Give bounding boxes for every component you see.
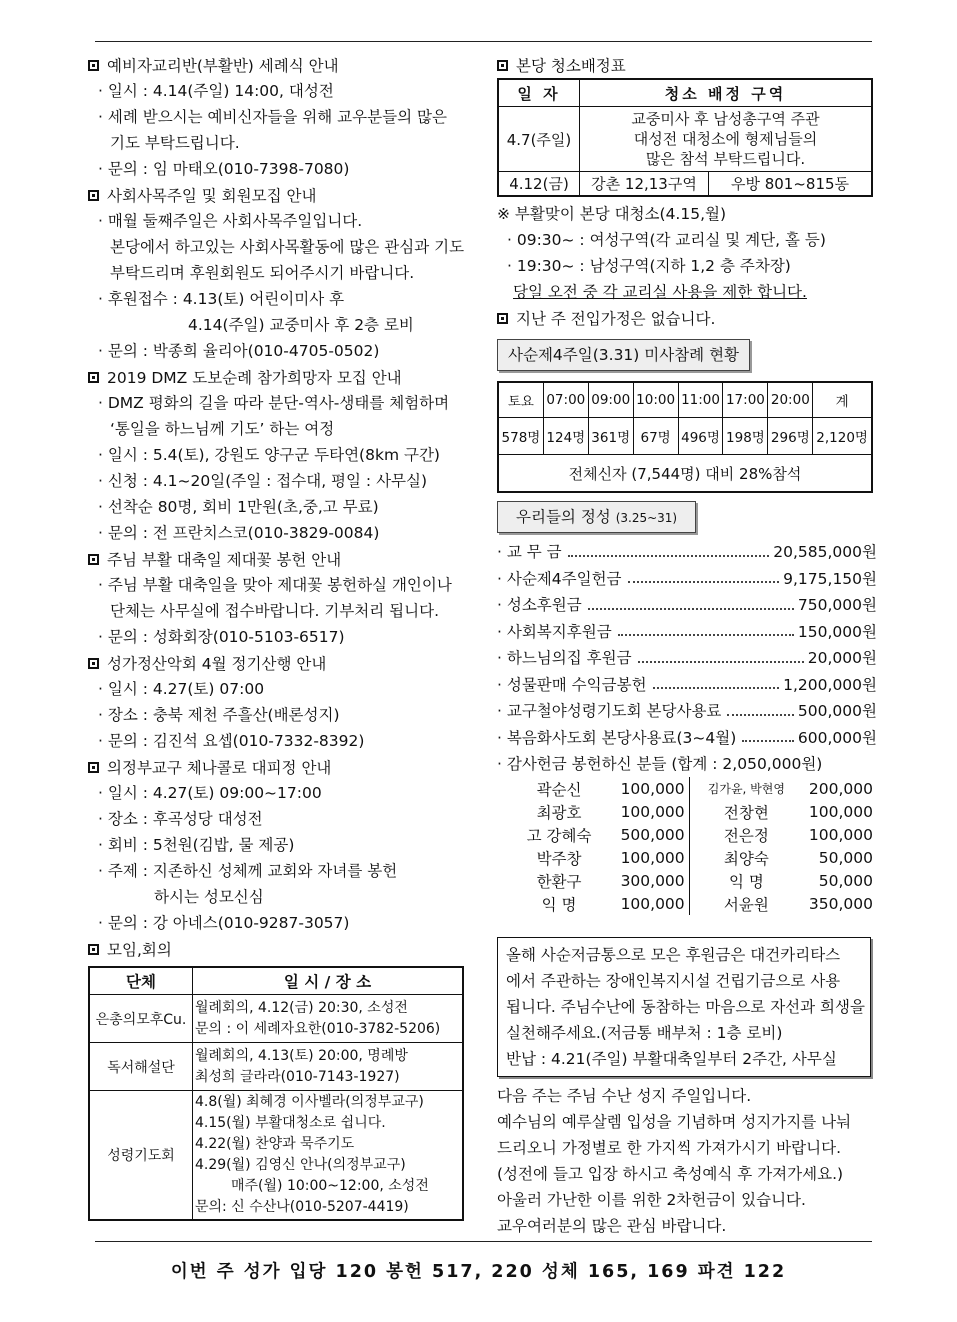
square-bullet-icon (88, 190, 99, 201)
square-bullet-icon (88, 554, 99, 565)
donor-amount: 100,000 (609, 846, 689, 869)
section-title: 본당 청소배정표 (516, 57, 626, 75)
count-cell: 496명 (678, 418, 723, 455)
item-label: · 사회복지후원금 (497, 622, 612, 641)
list-item (497, 698, 877, 725)
lent-savings-box (497, 937, 871, 1077)
time-cell: 17:00 (723, 382, 768, 418)
table-header: 일 시 / 장 소 (193, 967, 464, 995)
count-cell: 198명 (723, 418, 768, 455)
hiking-notice (88, 650, 473, 754)
time-cell: 11:00 (678, 382, 723, 418)
text-line: · 문의 : 박종희 율리아(010-4705-0502) (98, 342, 380, 360)
text-line: · 문의 : 전 프란치스코(010-3829-0084) (98, 524, 380, 542)
detail-line: 문의: 신 수산나(010-5207-4419) (195, 1199, 409, 1215)
text-line: 됩니다. 주님수난에 동참하는 마음으로 자선과 희생을 (506, 998, 865, 1016)
list-item (497, 539, 877, 566)
retreat-notice (88, 754, 473, 936)
table-header: 일 자 (498, 79, 580, 107)
text-line: 다음 주는 주님 수난 성지 주일입니다. (497, 1087, 752, 1105)
donor-name: 고 강혜숙 (526, 826, 592, 845)
table-row (509, 869, 877, 892)
item-label: · 성소후원금 (497, 596, 582, 614)
list-item (497, 725, 877, 752)
area-cell: 우방 801~815동 (709, 172, 873, 197)
easter-cleaning-notice (497, 201, 877, 305)
attendance-title-box: 사순제4주일(3.31) 미사참례 현황 (497, 339, 750, 371)
thanks-title: · 감사헌금 봉헌하신 분들 (합계 : 2,050,000원) (497, 755, 823, 773)
text-line: ‘통일을 하느님께 기도’ 하는 여정 (110, 420, 335, 438)
item-amount: 150,000원 (797, 622, 877, 641)
donor-name: 익 명 (541, 895, 577, 914)
square-bullet-icon (88, 372, 99, 383)
text-line: · 일시 : 4.14(주일) 14:00, 대성전 (98, 82, 334, 100)
donor-amount: 100,000 (609, 892, 689, 915)
meetings-table (88, 966, 464, 1221)
donor-amount: 350,000 (808, 894, 873, 913)
baptism-notice (88, 52, 473, 182)
text-line: · 장소 : 충북 제천 주흘산(배론성지) (98, 706, 340, 724)
transfer-notice (497, 305, 877, 331)
altar-flower-notice (88, 546, 473, 650)
cleaning-schedule (497, 52, 877, 197)
text-line: · 매월 둘째주일은 사회사목주일입니다. (98, 212, 363, 230)
donor-name: 전은정 (723, 826, 769, 845)
text-line: · 문의 : 강 아네스(010-9287-3057) (98, 914, 350, 932)
section-title: 성가정산악회 4월 정기산행 안내 (107, 655, 327, 673)
detail-line: 4.15(월) 부활대청소로 쉽니다. (195, 1115, 386, 1131)
text-line: · DMZ 평화의 길을 따라 분단-역사-생태를 체험하며 (98, 394, 450, 412)
table-row (498, 172, 872, 197)
text-line: · 주님 부활 대축일을 맞아 제대꽃 봉헌하실 개인이나 (98, 576, 452, 594)
group-name: 독서해설단 (89, 1043, 193, 1091)
attendance-table (497, 381, 873, 493)
item-amount: 750,000원 (797, 596, 877, 614)
count-cell: 2,120명 (813, 418, 872, 455)
item-label: · 교 무 금 (497, 543, 562, 561)
count-cell: 124명 (543, 418, 588, 455)
text-line: 예수님의 예루살렘 입성을 기념하며 성지가지를 나눠 (497, 1113, 852, 1131)
detail-line: 4.8(월) 최혜경 이사벨라(의정부교구) (195, 1094, 424, 1110)
count-cell: 67명 (633, 418, 678, 455)
text-line: · 세례 받으시는 예비신자들을 위해 교우분들의 많은 (98, 108, 447, 126)
donor-amount: 100,000 (808, 802, 873, 821)
section-title: 2019 DMZ 도보순례 참가희망자 모집 안내 (107, 369, 402, 387)
text-line: · 문의 : 김진석 요셉(010-7332-8392) (98, 732, 365, 750)
social-ministry-notice (88, 182, 473, 364)
table-row (509, 777, 877, 800)
item-amount: 600,000원 (797, 728, 877, 747)
offering-title-box (497, 501, 696, 533)
section-title: 사회사목주일 및 회원모집 안내 (107, 187, 317, 205)
item-amount: 20,585,000원 (773, 543, 877, 561)
group-name: 은총의모후Cu. (89, 995, 193, 1043)
table-row (509, 823, 877, 846)
square-bullet-icon (88, 944, 99, 955)
text-line: · 신청 : 4.1~20일(주일 : 접수대, 평일 : 사무실) (98, 472, 428, 490)
donor-name: 박주창 (536, 849, 582, 868)
donor-amount: 300,000 (609, 869, 689, 892)
text-line: · 후원접수 : 4.13(토) 어린이미사 후 (98, 290, 345, 308)
count-cell: 361명 (588, 418, 633, 455)
text-line: 교중미사 후 남성총구역 주관 (631, 110, 820, 128)
donor-name: 최양숙 (723, 849, 769, 868)
attendance-section (497, 339, 877, 493)
text-line: 기도 부탁드립니다. (110, 134, 240, 152)
detail-line: 월례회의, 4.13(토) 20:00, 명례방 (195, 1047, 408, 1064)
table-row (498, 107, 872, 172)
detail-line: 최성희 글라라(010-7143-1927) (195, 1068, 400, 1085)
text-line: 올해 사순저금통으로 모은 후원금은 대건카리타스 (506, 946, 841, 964)
cleaning-table (497, 78, 873, 197)
table-row (509, 846, 877, 869)
text-line: · 19:30~ : 남성구역(지하 1,2 층 주차장) (507, 257, 791, 275)
palm-sunday-notice (497, 1083, 877, 1239)
square-bullet-icon (88, 762, 99, 773)
item-amount: 9,175,150원 (783, 569, 877, 588)
item-label: · 교구철야성령기도회 본당사용료 (497, 702, 722, 720)
text-line: · 문의 : 성화회장(010-5103-6517) (98, 628, 345, 646)
detail-line: 문의 : 이 세례자요한(010-3782-5206) (195, 1020, 441, 1037)
text-line: 대성전 대청소에 형제님들의 (633, 130, 818, 148)
text-line: 교우여러분의 많은 관심 바랍니다. (497, 1217, 727, 1235)
time-cell: 토요 (498, 382, 543, 418)
item-amount: 500,000원 (797, 702, 877, 720)
dmz-pilgrimage-notice (88, 364, 473, 546)
section-title: 의정부교구 체나콜로 대피정 안내 (107, 759, 332, 777)
detail-line: 월례회의, 4.12(금) 20:30, 소성전 (195, 999, 408, 1016)
hymn-footer: 이번 주 성가 입당 120 봉헌 517, 220 성체 165, 169 파견 122 (170, 1262, 787, 1282)
date-cell: 4.12(금) (498, 172, 580, 197)
text-line: 4.14(주일) 교중미사 후 2층 로비 (188, 316, 414, 334)
text-line: 부탁드리며 후원회원도 되어주시기 바랍니다. (110, 264, 415, 282)
thanks-table (509, 777, 877, 915)
item-label: · 복음화사도회 본당사용료(3~4월) (497, 728, 737, 747)
text-line: 단체는 사무실에 접수바랍니다. 기부처리 됩니다. (110, 602, 440, 620)
offering-period: (3.25~31) (615, 511, 678, 525)
donor-name: 익 명 (728, 872, 764, 891)
donor-name: 서윤원 (723, 895, 769, 914)
section-title: 예비자교리반(부활반) 세례식 안내 (107, 57, 339, 75)
item-label: · 사순제4주일헌금 (497, 569, 622, 588)
bottom-rule (95, 1241, 872, 1242)
donor-amount: 50,000 (818, 848, 873, 867)
section-title: 지난 주 전입가정은 없습니다. (516, 310, 716, 328)
table-row (498, 382, 872, 418)
text-line: 본당에서 하고있는 사회사목활동에 많은 관심과 기도 (110, 238, 465, 256)
donor-amount: 100,000 (609, 777, 689, 800)
detail-line: 4.29(월) 김영신 안나(의정부교구) (195, 1157, 406, 1173)
count-cell: 578명 (498, 418, 543, 455)
text-line: (성전에 들고 입장 하시고 축성예식 후 가져가세요.) (497, 1165, 844, 1183)
donor-name: 곽순신 (536, 780, 582, 799)
text-line: 드리오니 가정별로 한 가지씩 가져가시기 바랍니다. (497, 1139, 841, 1157)
donor-name: 김가윤, 박현영 (707, 782, 785, 796)
table-header: 단체 (89, 967, 193, 995)
donor-name: 최광호 (536, 803, 582, 822)
item-amount: 1,200,000원 (783, 675, 877, 694)
donor-name: 전창현 (723, 803, 769, 822)
right-column (497, 52, 877, 1239)
text-line: 에서 주관하는 장애인복지시설 건립기금으로 사용 (506, 972, 841, 990)
text-line: · 주제 : 지존하신 성체께 교회와 자녀를 봉헌 (98, 862, 398, 880)
detail-line: 4.22(월) 찬양과 묵주기도 (195, 1136, 355, 1152)
donor-amount: 100,000 (609, 800, 689, 823)
list-item (497, 672, 877, 699)
donor-amount: 200,000 (808, 779, 873, 798)
list-item (497, 566, 877, 593)
area-cell (580, 107, 873, 172)
text-line: ※ 부활맞이 본당 대청소(4.15,월) (497, 205, 727, 223)
text-line: · 장소 : 후곡성당 대성전 (98, 810, 263, 828)
detail-line: 매주(월) 10:00~12:00, 소성전 (231, 1178, 429, 1194)
time-cell: 20:00 (768, 382, 813, 418)
text-line: · 09:30~ : 여성구역(각 교리실 및 계단, 홀 등) (507, 231, 826, 249)
square-bullet-icon (88, 60, 99, 71)
text-line: 아울러 가난한 이를 위한 2차헌금이 있습니다. (497, 1191, 806, 1209)
left-column (88, 52, 473, 1221)
meeting-details (193, 1043, 464, 1091)
text-line: · 일시 : 5.4(토), 강원도 양구군 두타연(8km 구간) (98, 446, 440, 464)
time-cell: 계 (813, 382, 872, 418)
table-row (498, 418, 872, 455)
list-item (497, 619, 877, 646)
meeting-details (193, 995, 464, 1043)
square-bullet-icon (497, 313, 508, 324)
table-row (89, 1043, 463, 1091)
text-line: 당일 오전 중 각 교리실 사용을 제한 합니다. (513, 283, 807, 301)
offering-section (497, 501, 877, 915)
donor-amount: 50,000 (818, 871, 873, 890)
summary-cell: 전체신자 (7,544명) 대비 28%참석 (498, 455, 872, 493)
table-row (498, 455, 872, 493)
meetings-section (88, 936, 473, 1221)
time-cell: 10:00 (633, 382, 678, 418)
text-line: · 선착순 80명, 회비 1만원(초,중,고 무료) (98, 498, 379, 516)
table-header: 청소 배정 구역 (580, 79, 873, 107)
date-cell: 4.7(주일) (498, 107, 580, 172)
list-item (497, 592, 877, 619)
donor-amount: 100,000 (808, 825, 873, 844)
item-label: · 하느님의집 후원금 (497, 649, 632, 667)
item-amount: 20,000원 (807, 649, 877, 667)
text-line: · 문의 : 임 마태오(010-7398-7080) (98, 160, 350, 178)
list-item (497, 645, 877, 672)
text-line: · 일시 : 4.27(토) 07:00 (98, 680, 265, 698)
section-title: 모임,회의 (107, 941, 172, 959)
table-row (89, 995, 463, 1043)
offering-list (497, 539, 877, 777)
text-line: 실천해주세요.(저금통 배부처 : 1층 로비) (506, 1024, 783, 1042)
item-label: · 성물판매 수익금봉헌 (497, 675, 647, 694)
text-line: 많은 참석 부탁드립니다. (645, 150, 806, 168)
text-line: · 일시 : 4.27(토) 09:00~17:00 (98, 784, 322, 802)
table-row (89, 1091, 463, 1221)
table-row (509, 892, 877, 915)
text-line: · 회비 : 5천원(김밥, 물 제공) (98, 836, 295, 854)
time-cell: 09:00 (588, 382, 633, 418)
section-title: 주님 부활 대축일 제대꽃 봉헌 안내 (107, 551, 342, 569)
offering-title: 우리들의 정성 (516, 508, 611, 526)
top-rule (95, 41, 872, 42)
count-cell: 296명 (768, 418, 813, 455)
text-line: 반납 : 4.21(주일) 부활대축일부터 2주간, 사무실 (506, 1050, 837, 1068)
donor-amount: 500,000 (609, 823, 689, 846)
area-cell: 강촌 12,13구역 (580, 172, 709, 197)
meeting-details (193, 1091, 464, 1221)
group-name: 성령기도회 (89, 1091, 193, 1221)
time-cell: 07:00 (543, 382, 588, 418)
square-bullet-icon (88, 658, 99, 669)
text-line: 하시는 성모신심 (154, 888, 264, 906)
donor-name: 한환구 (536, 872, 582, 891)
table-row (509, 800, 877, 823)
square-bullet-icon (497, 60, 508, 71)
